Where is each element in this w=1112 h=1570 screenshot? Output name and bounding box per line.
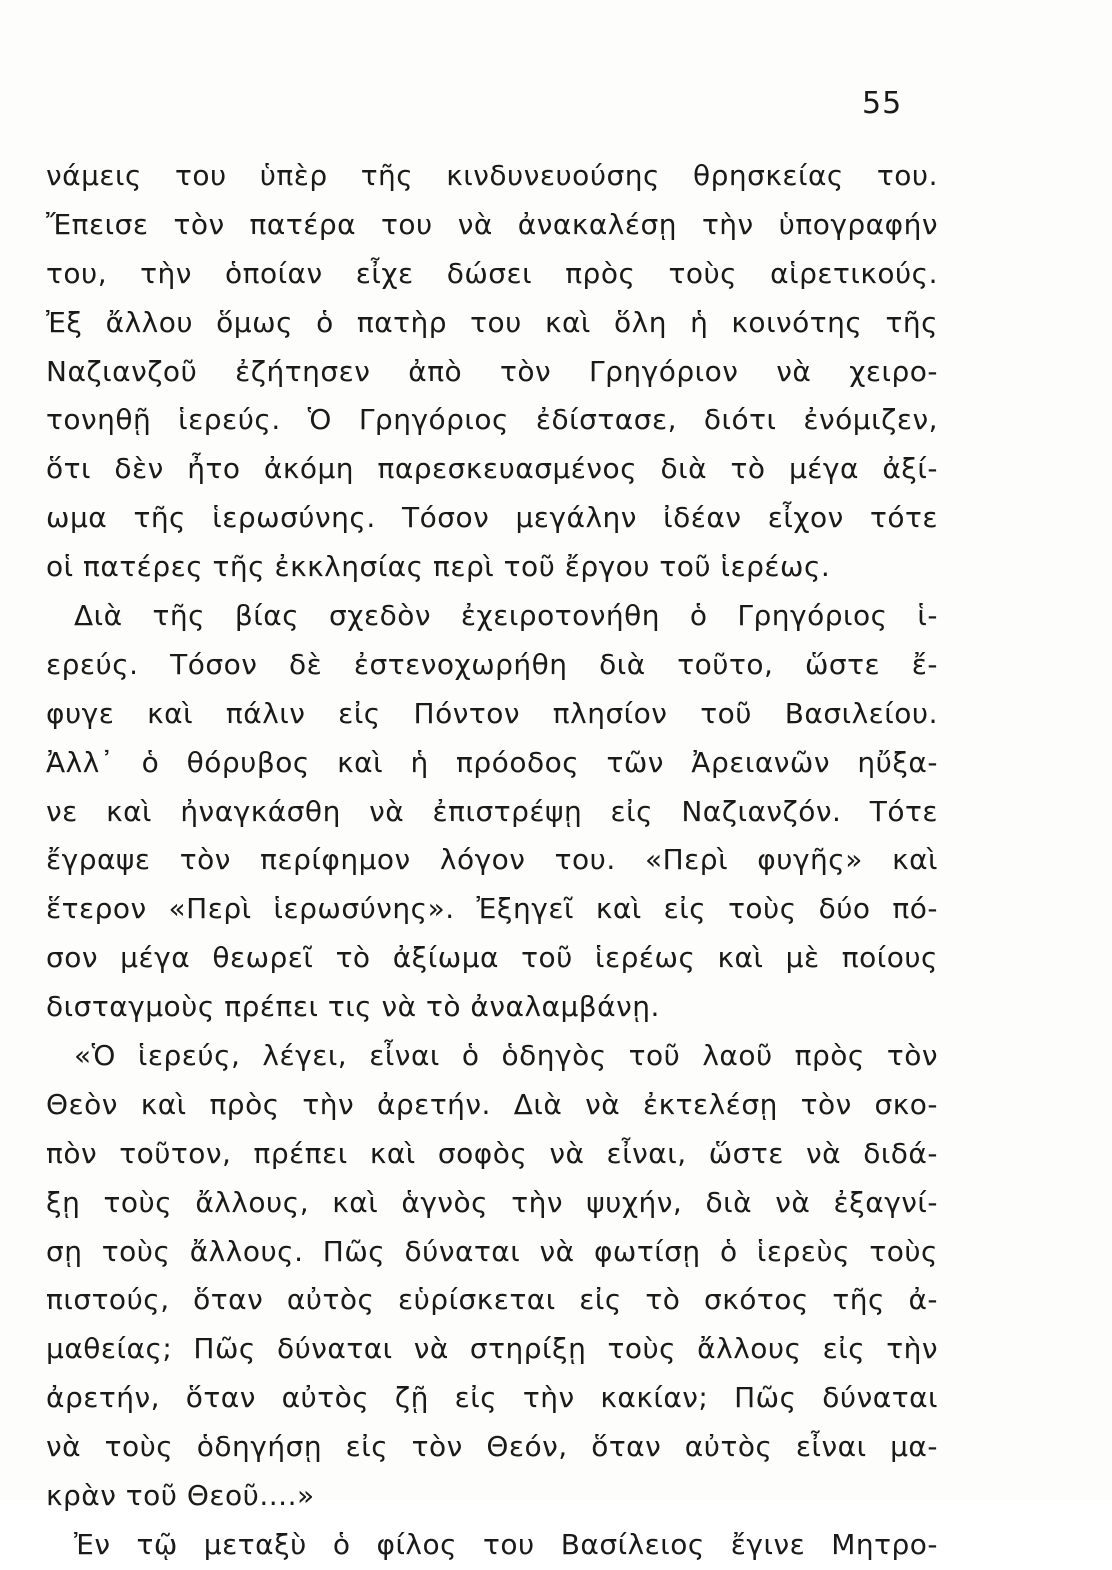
- text-line: ὅτι δὲν ἦτο ἀκόμη παρεσκευασμένος διὰ τὸ μέγα ἀξί-: [46, 452, 938, 486]
- text-line: πιστούς, ὅταν αὐτὸς εὑρίσκεται εἰς τὸ σκότος τῆς ἀ-: [46, 1283, 938, 1317]
- text-line: «Ὁ ἱερεύς, λέγει, εἶναι ὁ ὁδηγὸς τοῦ λαοῦ πρὸς τὸν: [74, 1039, 938, 1073]
- text-line: οἱ πατέρες τῆς ἐκκλησίας περὶ τοῦ ἔργου τοῦ ἱερέως.: [46, 550, 831, 584]
- text-line: σῃ τοὺς ἄλλους. Πῶς δύναται νὰ φωτίσῃ ὁ ἱερεὺς τοὺς: [46, 1234, 938, 1268]
- text-line: δισταγμοὺς πρέπει τις νὰ τὸ ἀναλαμβάνῃ.: [46, 990, 660, 1024]
- text-line: νάμεις του ὑπὲρ τῆς κινδυνευούσης θρησκείας του.: [46, 159, 938, 192]
- text-line: του, τὴν ὁποίαν εἶχε δώσει πρὸς τοὺς αἱρετικούς.: [46, 256, 938, 290]
- text-line: κρὰν τοῦ Θεοῦ....»: [46, 1479, 315, 1513]
- text-line: ωμα τῆς ἱερωσύνης. Τόσον μεγάλην ἰδέαν εἶχον τότε: [46, 501, 938, 535]
- text-line: σον μέγα θεωρεῖ τὸ ἀξίωμα τοῦ ἱερέως καὶ μὲ ποίους: [46, 941, 938, 975]
- text-line: Ἔπεισε τὸν πατέρα του νὰ ἀνακαλέσῃ τὴν ὑπογραφήν: [46, 207, 938, 241]
- text-line: Ἐξ ἄλλου ὅμως ὁ πατὴρ του καὶ ὅλη ἡ κοινότης τῆς: [46, 305, 938, 339]
- text-line: πὸν τοῦτον, πρέπει καὶ σοφὸς νὰ εἶναι, ὥστε νὰ διδά-: [46, 1136, 938, 1170]
- text-line: ἔγραψε τὸν περίφημον λόγον του. «Περὶ φυγῆς» καὶ: [46, 843, 938, 877]
- text-line: ερεύς. Τόσον δὲ ἐστενοχωρήθη διὰ τοῦτο, ὥστε ἔ-: [46, 647, 938, 681]
- text-line: ξῃ τοὺς ἄλλους, καὶ ἁγνὸς τὴν ψυχήν, διὰ νὰ ἐξαγνί-: [46, 1185, 938, 1219]
- text-line: ἕτερον «Περὶ ἱερωσύνης». Ἐξηγεῖ καὶ εἰς τοὺς δύο πό-: [46, 892, 938, 926]
- text-line: φυγε καὶ πάλιν εἰς Πόντον πλησίον τοῦ Βασιλείου.: [46, 696, 938, 730]
- text-line: ἀρετήν, ὅταν αὐτὸς ζῇ εἰς τὴν κακίαν; Πῶς δύναται: [46, 1381, 938, 1415]
- text-line: νε καὶ ἠναγκάσθη νὰ ἐπιστρέψῃ εἰς Ναζιανζόν. Τότε: [46, 794, 938, 828]
- text-line: Ἀλλ᾽ ὁ θόρυβος καὶ ἡ πρόοδος τῶν Ἀρειανῶν ηὔξα-: [46, 745, 938, 779]
- text-line: Θεὸν καὶ πρὸς τὴν ἀρετήν. Διὰ νὰ ἐκτελέσῃ τὸν σκο-: [46, 1087, 938, 1121]
- text-line: νὰ τοὺς ὁδηγήσῃ εἰς τὸν Θεόν, ὅταν αὐτὸς εἶναι μα-: [46, 1430, 938, 1464]
- text-line: Ἐν τῷ μεταξὺ ὁ φίλος του Βασίλειος ἔγινε Μητρο-: [74, 1527, 938, 1561]
- text-line: Διὰ τῆς βίας σχεδὸν ἐχειροτονήθη ὁ Γρηγόριος ἱ-: [74, 599, 938, 633]
- text-line: μαθείας; Πῶς δύναται νὰ στηρίξῃ τοὺς ἄλλους εἰς τὴν: [46, 1332, 938, 1366]
- page-number: 55: [862, 86, 903, 121]
- text-line: Ναζιανζοῦ ἐζήτησεν ἀπὸ τὸν Γρηγόριον νὰ χειρο-: [46, 354, 938, 388]
- text-line: τονηθῇ ἱερεύς. Ὁ Γρηγόριος ἐδίστασε, διότι ἐνόμιζεν,: [46, 403, 938, 437]
- body-text: [46, 152, 938, 1570]
